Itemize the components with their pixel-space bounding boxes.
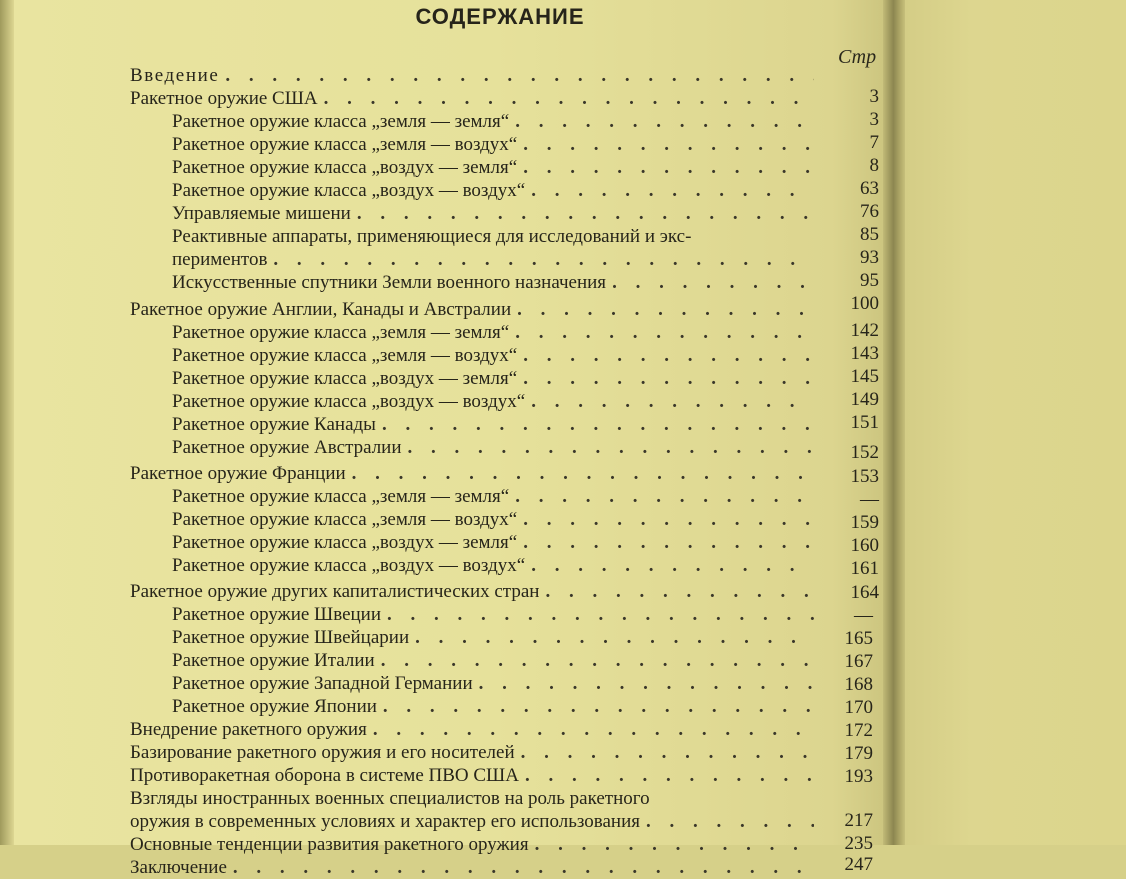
- page-number: 160: [850, 535, 879, 556]
- dot-leader: [324, 87, 814, 110]
- dot-leader: [381, 649, 814, 672]
- toc-entry-title: Ракетное оружие класса „воздух — воздух“: [172, 555, 526, 576]
- toc-entry: [172, 271, 820, 294]
- toc-entry-title: Управляемые мишени: [172, 203, 351, 224]
- toc-entry-title: оружия в современных условиях и характер его использования: [130, 811, 640, 832]
- toc-entry-title: Ракетное оружие класса „воздух — воздух“: [172, 180, 526, 201]
- page-number: 63: [860, 178, 879, 199]
- toc-entry-title: Ракетное оружие класса „воздух — земля“: [172, 532, 518, 553]
- toc-entry: [172, 649, 820, 672]
- toc-entry: [172, 248, 820, 271]
- toc-entry-title: Введение: [130, 65, 220, 86]
- page-number: 145: [850, 366, 879, 387]
- toc-entry: [172, 695, 820, 718]
- page-number: 247: [844, 854, 873, 875]
- toc-entry: [172, 390, 820, 413]
- page-number: 8: [869, 155, 879, 176]
- dot-leader: [357, 202, 814, 225]
- page-number: 152: [850, 442, 879, 463]
- toc-entry-title: Ракетное оружие Швейцарии: [172, 627, 410, 648]
- page-number: 165: [844, 628, 873, 649]
- dot-leader: [383, 695, 814, 718]
- dot-leader: [408, 436, 814, 459]
- dot-leader: [515, 321, 814, 344]
- page-number: 193: [844, 766, 873, 787]
- toc-entry: [172, 672, 820, 695]
- toc-entry: [172, 436, 820, 459]
- dot-leader: [415, 626, 814, 649]
- toc-entry: [172, 508, 820, 531]
- dot-leader: [531, 554, 814, 577]
- dot-leader: [523, 344, 814, 367]
- toc-entry: [172, 413, 820, 436]
- page-number: 93: [860, 247, 879, 268]
- page-number: 3: [869, 109, 879, 130]
- dot-leader: [225, 64, 814, 87]
- dot-leader: [387, 603, 814, 626]
- toc-entry: [172, 321, 820, 344]
- page-column-label: Стр: [838, 46, 877, 68]
- toc-entry: [130, 87, 820, 110]
- toc-entry: [130, 764, 820, 787]
- toc-entry-title: Ракетное оружие класса „земля — земля“: [172, 111, 510, 132]
- table-of-contents: [0, 64, 895, 878]
- toc-entry-title: Ракетное оружие класса „земля — земля“: [172, 486, 510, 507]
- page-number: 76: [860, 201, 879, 222]
- dot-leader: [523, 133, 814, 156]
- page-number: 167: [844, 651, 873, 672]
- toc-entry: [130, 741, 820, 764]
- toc-entry: [130, 580, 820, 603]
- toc-entry-title: Ракетное оружие класса „земля — воздух“: [172, 134, 518, 155]
- page-number: 172: [844, 720, 873, 741]
- toc-entry-title: Ракетное оружие Италии: [172, 650, 375, 671]
- toc-entry: [172, 485, 820, 508]
- toc-entry-title: Ракетное оружие Западной Германии: [172, 673, 473, 694]
- dot-leader: [523, 367, 814, 390]
- toc-entry: [172, 626, 820, 649]
- page-number: 168: [844, 674, 873, 695]
- toc-entry-title: Ракетное оружие Японии: [172, 696, 377, 717]
- dot-leader: [382, 413, 814, 436]
- toc-entry: [172, 344, 820, 367]
- toc-entry: [130, 787, 830, 810]
- toc-entry-title: Ракетное оружие класса „земля — земля“: [172, 322, 510, 343]
- toc-entry: [130, 810, 820, 833]
- page-number: 179: [844, 743, 873, 764]
- toc-entry-title: Ракетное оружие класса „воздух — воздух“: [172, 391, 526, 412]
- dot-leader: [531, 390, 814, 413]
- page-number: 159: [850, 512, 879, 533]
- page-number: 149: [850, 389, 879, 410]
- toc-entry: [130, 462, 820, 485]
- toc-entry-title: Ракетное оружие класса „земля — воздух“: [172, 345, 518, 366]
- dot-leader: [515, 110, 814, 133]
- toc-entry: [172, 133, 820, 156]
- page-number: 95: [860, 270, 879, 291]
- toc-entry-title: Ракетное оружие класса „земля — воздух“: [172, 509, 518, 530]
- dot-leader: [523, 156, 814, 179]
- toc-entry-title: Ракетное оружие Канады: [172, 414, 376, 435]
- toc-entry-title: Основные тенденции развития ракетного оружия: [130, 834, 529, 855]
- toc-entry-title: периментов: [172, 249, 268, 270]
- page-number: —: [854, 605, 873, 626]
- toc-entry: [172, 531, 820, 554]
- toc-entry-title: Заключение: [130, 857, 227, 878]
- toc-entry: [172, 367, 820, 390]
- toc-entry-title: Ракетное оружие Швеции: [172, 604, 382, 625]
- toc-entry: [172, 554, 820, 577]
- toc-entry-title: Ракетное оружие других капиталистических стран: [130, 581, 540, 602]
- dot-leader: [525, 764, 814, 787]
- dot-leader: [523, 508, 814, 531]
- page-number: 161: [850, 558, 879, 579]
- page-number: 151: [850, 412, 879, 433]
- page-number: 85: [860, 224, 879, 245]
- toc-entry: [172, 179, 820, 202]
- dot-leader: [612, 271, 814, 294]
- toc-entry: [172, 225, 832, 248]
- dot-leader: [373, 718, 814, 741]
- page-number: 7: [869, 132, 879, 153]
- dot-leader: [517, 298, 814, 321]
- toc-entry-title: Ракетное оружие класса „воздух — земля“: [172, 157, 518, 178]
- toc-entry: [130, 718, 820, 741]
- dot-leader: [479, 672, 814, 695]
- toc-entry: [130, 856, 820, 879]
- page-number: 143: [850, 343, 879, 364]
- page-number: 164: [850, 582, 879, 603]
- toc-entry: [130, 298, 820, 321]
- dot-leader: [352, 462, 814, 485]
- page-number: 153: [850, 466, 879, 487]
- dot-leader: [545, 580, 814, 603]
- toc-entry-title: Реактивные аппараты, применяющиеся для исследований и экс-: [172, 226, 692, 247]
- toc-entry: [172, 156, 820, 179]
- dot-leader: [646, 810, 814, 833]
- page-number: —: [860, 489, 879, 510]
- toc-entry: [130, 64, 820, 87]
- toc-entry-title: Ракетное оружие Англии, Канады и Австралии: [130, 299, 512, 320]
- dot-leader: [523, 531, 814, 554]
- dot-leader: [515, 485, 814, 508]
- toc-entry: [172, 202, 820, 225]
- toc-entry-title: Ракетное оружие Австралии: [172, 437, 402, 458]
- toc-entry-title: Искусственные спутники Земли военного назначения: [172, 272, 607, 293]
- page-title: СОДЕРЖАНИЕ: [415, 4, 585, 29]
- toc-entry-title: Противоракетная оборона в системе ПВО США: [130, 765, 519, 786]
- dot-leader: [273, 248, 814, 271]
- page-number: 217: [844, 810, 873, 831]
- dot-leader: [531, 179, 814, 202]
- toc-entry-title: Ракетное оружие Франции: [130, 463, 346, 484]
- toc-entry-title: Базирование ракетного оружия и его носителей: [130, 742, 515, 763]
- page-number: 170: [844, 697, 873, 718]
- page-number: 235: [844, 833, 873, 854]
- toc-entry-title: Взгляды иностранных военных специалистов на роль ракетного: [130, 788, 650, 809]
- toc-entry: [172, 110, 820, 133]
- dot-leader: [521, 741, 814, 764]
- page-number: 142: [850, 320, 879, 341]
- toc-entry: [172, 603, 820, 626]
- toc-entry-title: Внедрение ракетного оружия: [130, 719, 367, 740]
- toc-entry-title: Ракетное оружие класса „воздух — земля“: [172, 368, 518, 389]
- page-number: 100: [850, 293, 879, 314]
- page-number: 3: [869, 86, 879, 107]
- toc-entry-title: Ракетное оружие США: [130, 88, 318, 109]
- right-page: [905, 0, 1126, 845]
- dot-leader: [233, 856, 814, 879]
